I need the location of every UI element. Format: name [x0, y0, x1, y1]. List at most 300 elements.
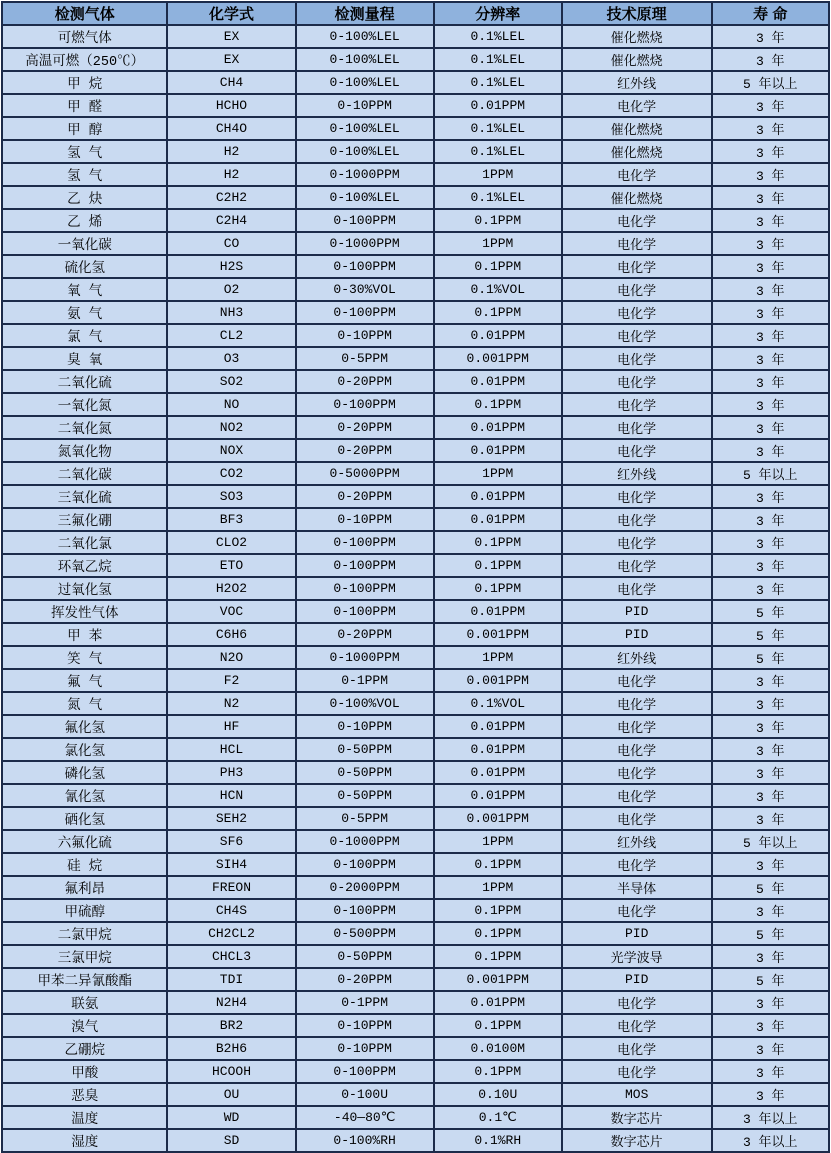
cell-technology: 红外线 — [562, 71, 712, 94]
cell-lifespan: 3 年以上 — [712, 1106, 829, 1129]
cell-technology: 电化学 — [562, 761, 712, 784]
cell-resolution: 0.1PPM — [434, 1014, 562, 1037]
cell-chemical-formula: H2O2 — [167, 577, 295, 600]
cell-gas-name: 臭 氧 — [2, 347, 167, 370]
cell-technology: 电化学 — [562, 232, 712, 255]
cell-technology: 电化学 — [562, 715, 712, 738]
cell-resolution: 0.01PPM — [434, 370, 562, 393]
cell-chemical-formula: HCN — [167, 784, 295, 807]
table-row — [2, 347, 829, 370]
cell-lifespan: 5 年 — [712, 876, 829, 899]
cell-resolution: 0.1%VOL — [434, 692, 562, 715]
table-row — [2, 922, 829, 945]
cell-resolution: 0.1%RH — [434, 1129, 562, 1152]
cell-lifespan: 3 年 — [712, 1014, 829, 1037]
cell-chemical-formula: HCHO — [167, 94, 295, 117]
cell-resolution: 0.1%LEL — [434, 25, 562, 48]
cell-lifespan: 3 年 — [712, 186, 829, 209]
cell-technology: 半导体 — [562, 876, 712, 899]
cell-detection-range: 0-100%VOL — [296, 692, 434, 715]
cell-gas-name: 可燃气体 — [2, 25, 167, 48]
cell-lifespan: 3 年 — [712, 508, 829, 531]
cell-technology: 电化学 — [562, 807, 712, 830]
table-row — [2, 1106, 829, 1129]
cell-resolution: 0.1PPM — [434, 577, 562, 600]
cell-detection-range: 0-10PPM — [296, 508, 434, 531]
cell-chemical-formula: SEH2 — [167, 807, 295, 830]
cell-chemical-formula: PH3 — [167, 761, 295, 784]
cell-resolution: 0.1PPM — [434, 1060, 562, 1083]
cell-technology: 电化学 — [562, 508, 712, 531]
cell-technology: PID — [562, 922, 712, 945]
cell-resolution: 0.1PPM — [434, 922, 562, 945]
cell-lifespan: 5 年 — [712, 646, 829, 669]
cell-resolution: 0.001PPM — [434, 669, 562, 692]
cell-resolution: 1PPM — [434, 232, 562, 255]
cell-technology: 电化学 — [562, 209, 712, 232]
cell-resolution: 0.1%LEL — [434, 117, 562, 140]
table-row — [2, 140, 829, 163]
cell-resolution: 0.1%VOL — [434, 278, 562, 301]
cell-detection-range: 0-100%LEL — [296, 117, 434, 140]
cell-gas-name: 甲苯二异氰酸酯 — [2, 968, 167, 991]
cell-detection-range: 0-50PPM — [296, 945, 434, 968]
cell-detection-range: 0-5PPM — [296, 807, 434, 830]
cell-detection-range: 0-100%LEL — [296, 48, 434, 71]
cell-gas-name: 湿度 — [2, 1129, 167, 1152]
cell-lifespan: 3 年 — [712, 163, 829, 186]
table-row — [2, 324, 829, 347]
cell-gas-name: 乙 烯 — [2, 209, 167, 232]
cell-lifespan: 3 年 — [712, 853, 829, 876]
cell-chemical-formula: BR2 — [167, 1014, 295, 1037]
table-row — [2, 715, 829, 738]
cell-detection-range: 0-10PPM — [296, 715, 434, 738]
cell-detection-range: 0-100PPM — [296, 209, 434, 232]
cell-lifespan: 3 年 — [712, 784, 829, 807]
table-row — [2, 439, 829, 462]
cell-chemical-formula: CL2 — [167, 324, 295, 347]
cell-detection-range: 0-1PPM — [296, 669, 434, 692]
cell-lifespan: 3 年 — [712, 301, 829, 324]
cell-detection-range: 0-100%LEL — [296, 71, 434, 94]
table-row — [2, 899, 829, 922]
cell-gas-name: 二氧化碳 — [2, 462, 167, 485]
table-row — [2, 807, 829, 830]
header-row — [2, 2, 829, 25]
cell-gas-name: 一氧化碳 — [2, 232, 167, 255]
header-technology: 技术原理 — [562, 2, 712, 25]
cell-chemical-formula: H2 — [167, 163, 295, 186]
table-row — [2, 623, 829, 646]
cell-detection-range: 0-20PPM — [296, 370, 434, 393]
table-row — [2, 485, 829, 508]
cell-technology: 电化学 — [562, 1014, 712, 1037]
cell-chemical-formula: ETO — [167, 554, 295, 577]
cell-technology: 催化燃烧 — [562, 140, 712, 163]
cell-chemical-formula: SO2 — [167, 370, 295, 393]
cell-gas-name: 三氧化硫 — [2, 485, 167, 508]
cell-technology: 电化学 — [562, 393, 712, 416]
cell-resolution: 0.01PPM — [434, 324, 562, 347]
cell-detection-range: 0-100PPM — [296, 899, 434, 922]
cell-gas-name: 氮氧化物 — [2, 439, 167, 462]
cell-gas-name: 氰化氢 — [2, 784, 167, 807]
cell-lifespan: 3 年 — [712, 324, 829, 347]
cell-detection-range: 0-100%LEL — [296, 140, 434, 163]
cell-chemical-formula: CLO2 — [167, 531, 295, 554]
table-row — [2, 876, 829, 899]
table-row — [2, 71, 829, 94]
cell-lifespan: 3 年 — [712, 1037, 829, 1060]
cell-detection-range: 0-100PPM — [296, 853, 434, 876]
cell-technology: 电化学 — [562, 554, 712, 577]
cell-gas-name: 甲 苯 — [2, 623, 167, 646]
cell-lifespan: 3 年 — [712, 577, 829, 600]
cell-chemical-formula: CH4 — [167, 71, 295, 94]
cell-chemical-formula: N2O — [167, 646, 295, 669]
cell-resolution: 0.01PPM — [434, 508, 562, 531]
table-row — [2, 209, 829, 232]
table-row — [2, 1083, 829, 1106]
table-row — [2, 1060, 829, 1083]
cell-technology: 电化学 — [562, 991, 712, 1014]
cell-lifespan: 3 年 — [712, 25, 829, 48]
cell-detection-range: 0-20PPM — [296, 485, 434, 508]
cell-lifespan: 3 年 — [712, 255, 829, 278]
table-row — [2, 301, 829, 324]
cell-detection-range: 0-20PPM — [296, 439, 434, 462]
cell-resolution: 0.01PPM — [434, 738, 562, 761]
cell-technology: 红外线 — [562, 646, 712, 669]
header-detection-range: 检测量程 — [296, 2, 434, 25]
cell-detection-range: 0-20PPM — [296, 623, 434, 646]
cell-detection-range: 0-1PPM — [296, 991, 434, 1014]
header-gas-name: 检测气体 — [2, 2, 167, 25]
cell-chemical-formula: NOX — [167, 439, 295, 462]
cell-lifespan: 3 年 — [712, 1083, 829, 1106]
cell-lifespan: 3 年 — [712, 692, 829, 715]
cell-gas-name: 硅 烷 — [2, 853, 167, 876]
cell-chemical-formula: CH4O — [167, 117, 295, 140]
cell-resolution: 0.1PPM — [434, 209, 562, 232]
cell-technology: 数字芯片 — [562, 1106, 712, 1129]
table-row — [2, 1129, 829, 1152]
cell-lifespan: 3 年 — [712, 209, 829, 232]
cell-resolution: 0.1%LEL — [434, 71, 562, 94]
cell-gas-name: 氧 气 — [2, 278, 167, 301]
cell-lifespan: 5 年以上 — [712, 71, 829, 94]
cell-lifespan: 3 年 — [712, 1060, 829, 1083]
cell-chemical-formula: SD — [167, 1129, 295, 1152]
cell-gas-name: 乙 炔 — [2, 186, 167, 209]
cell-resolution: 0.1PPM — [434, 301, 562, 324]
table-row — [2, 25, 829, 48]
cell-resolution: 0.01PPM — [434, 94, 562, 117]
cell-lifespan: 3 年 — [712, 738, 829, 761]
cell-detection-range: 0-1000PPM — [296, 830, 434, 853]
cell-lifespan: 3 年 — [712, 232, 829, 255]
cell-resolution: 0.001PPM — [434, 807, 562, 830]
cell-detection-range: 0-5000PPM — [296, 462, 434, 485]
cell-resolution: 0.0100M — [434, 1037, 562, 1060]
cell-chemical-formula: NO2 — [167, 416, 295, 439]
cell-technology: 电化学 — [562, 669, 712, 692]
cell-gas-name: 甲 烷 — [2, 71, 167, 94]
cell-technology: 电化学 — [562, 853, 712, 876]
cell-chemical-formula: CO — [167, 232, 295, 255]
cell-detection-range: 0-100PPM — [296, 600, 434, 623]
cell-gas-name: 溴气 — [2, 1014, 167, 1037]
cell-technology: 催化燃烧 — [562, 48, 712, 71]
cell-chemical-formula: H2S — [167, 255, 295, 278]
cell-gas-name: 氟化氢 — [2, 715, 167, 738]
table-row — [2, 669, 829, 692]
cell-technology: 电化学 — [562, 899, 712, 922]
cell-resolution: 0.1PPM — [434, 945, 562, 968]
cell-technology: 电化学 — [562, 416, 712, 439]
cell-gas-name: 一氧化氮 — [2, 393, 167, 416]
cell-gas-name: 氢 气 — [2, 140, 167, 163]
table-row — [2, 554, 829, 577]
cell-chemical-formula: FREON — [167, 876, 295, 899]
table-row — [2, 991, 829, 1014]
cell-gas-name: 温度 — [2, 1106, 167, 1129]
cell-chemical-formula: C6H6 — [167, 623, 295, 646]
table-row — [2, 462, 829, 485]
cell-detection-range: 0-10PPM — [296, 94, 434, 117]
cell-chemical-formula: N2 — [167, 692, 295, 715]
cell-gas-name: 甲 醇 — [2, 117, 167, 140]
cell-detection-range: 0-100PPM — [296, 1060, 434, 1083]
header-resolution: 分辨率 — [434, 2, 562, 25]
cell-chemical-formula: HF — [167, 715, 295, 738]
cell-resolution: 0.01PPM — [434, 416, 562, 439]
gas-sensor-spec-table — [1, 1, 830, 1153]
cell-resolution: 0.1PPM — [434, 899, 562, 922]
cell-technology: 电化学 — [562, 531, 712, 554]
cell-resolution: 1PPM — [434, 830, 562, 853]
cell-detection-range: 0-50PPM — [296, 784, 434, 807]
cell-chemical-formula: C2H4 — [167, 209, 295, 232]
cell-resolution: 1PPM — [434, 163, 562, 186]
cell-lifespan: 3 年 — [712, 278, 829, 301]
cell-detection-range: 0-100PPM — [296, 577, 434, 600]
cell-chemical-formula: CHCL3 — [167, 945, 295, 968]
cell-resolution: 0.1℃ — [434, 1106, 562, 1129]
cell-gas-name: 联氨 — [2, 991, 167, 1014]
cell-chemical-formula: BF3 — [167, 508, 295, 531]
table-row — [2, 692, 829, 715]
cell-lifespan: 3 年 — [712, 715, 829, 738]
table-row — [2, 1014, 829, 1037]
table-row — [2, 968, 829, 991]
cell-chemical-formula: H2 — [167, 140, 295, 163]
cell-chemical-formula: C2H2 — [167, 186, 295, 209]
cell-detection-range: 0-50PPM — [296, 761, 434, 784]
cell-gas-name: 三氟化硼 — [2, 508, 167, 531]
cell-chemical-formula: O2 — [167, 278, 295, 301]
cell-technology: 电化学 — [562, 784, 712, 807]
cell-lifespan: 3 年 — [712, 899, 829, 922]
cell-resolution: 0.01PPM — [434, 761, 562, 784]
table-row — [2, 784, 829, 807]
cell-technology: 电化学 — [562, 370, 712, 393]
table-row — [2, 577, 829, 600]
cell-technology: 红外线 — [562, 830, 712, 853]
cell-gas-name: 六氟化硫 — [2, 830, 167, 853]
cell-chemical-formula: F2 — [167, 669, 295, 692]
cell-gas-name: 环氧乙烷 — [2, 554, 167, 577]
cell-lifespan: 3 年 — [712, 94, 829, 117]
cell-technology: 电化学 — [562, 439, 712, 462]
cell-detection-range: 0-1000PPM — [296, 163, 434, 186]
cell-gas-name: 磷化氢 — [2, 761, 167, 784]
table-row — [2, 761, 829, 784]
cell-chemical-formula: CH4S — [167, 899, 295, 922]
cell-technology: 数字芯片 — [562, 1129, 712, 1152]
cell-resolution: 0.1PPM — [434, 853, 562, 876]
cell-resolution: 1PPM — [434, 646, 562, 669]
table-row — [2, 48, 829, 71]
cell-detection-range: 0-50PPM — [296, 738, 434, 761]
cell-resolution: 0.01PPM — [434, 485, 562, 508]
cell-gas-name: 氢 气 — [2, 163, 167, 186]
cell-resolution: 0.01PPM — [434, 600, 562, 623]
cell-chemical-formula: NO — [167, 393, 295, 416]
cell-detection-range: 0-100PPM — [296, 393, 434, 416]
cell-technology: 催化燃烧 — [562, 117, 712, 140]
cell-lifespan: 5 年以上 — [712, 830, 829, 853]
cell-chemical-formula: N2H4 — [167, 991, 295, 1014]
cell-resolution: 0.1%LEL — [434, 186, 562, 209]
cell-lifespan: 3 年 — [712, 807, 829, 830]
table-row — [2, 186, 829, 209]
cell-technology: PID — [562, 623, 712, 646]
cell-chemical-formula: WD — [167, 1106, 295, 1129]
table-row — [2, 370, 829, 393]
cell-gas-name: 氨 气 — [2, 301, 167, 324]
cell-technology: 电化学 — [562, 738, 712, 761]
cell-chemical-formula: SO3 — [167, 485, 295, 508]
cell-lifespan: 3 年 — [712, 48, 829, 71]
cell-technology: 电化学 — [562, 1060, 712, 1083]
cell-lifespan: 5 年 — [712, 922, 829, 945]
cell-lifespan: 3 年 — [712, 393, 829, 416]
cell-lifespan: 5 年 — [712, 600, 829, 623]
cell-detection-range: 0-100PPM — [296, 531, 434, 554]
cell-resolution: 1PPM — [434, 462, 562, 485]
cell-lifespan: 3 年 — [712, 531, 829, 554]
cell-detection-range: 0-20PPM — [296, 968, 434, 991]
cell-technology: PID — [562, 968, 712, 991]
cell-resolution: 0.1PPM — [434, 554, 562, 577]
cell-chemical-formula: NH3 — [167, 301, 295, 324]
cell-chemical-formula: B2H6 — [167, 1037, 295, 1060]
cell-gas-name: 二氧化氮 — [2, 416, 167, 439]
table-row — [2, 600, 829, 623]
cell-gas-name: 氯化氢 — [2, 738, 167, 761]
cell-gas-name: 甲酸 — [2, 1060, 167, 1083]
cell-gas-name: 三氯甲烷 — [2, 945, 167, 968]
cell-lifespan: 5 年以上 — [712, 462, 829, 485]
cell-technology: 电化学 — [562, 324, 712, 347]
cell-chemical-formula: EX — [167, 48, 295, 71]
table-row — [2, 531, 829, 554]
cell-detection-range: 0-1000PPM — [296, 232, 434, 255]
cell-gas-name: 氯 气 — [2, 324, 167, 347]
cell-gas-name: 二氧化硫 — [2, 370, 167, 393]
cell-detection-range: -40—80℃ — [296, 1106, 434, 1129]
cell-chemical-formula: HCOOH — [167, 1060, 295, 1083]
cell-detection-range: 0-100U — [296, 1083, 434, 1106]
cell-detection-range: 0-100%RH — [296, 1129, 434, 1152]
cell-gas-name: 氮 气 — [2, 692, 167, 715]
cell-detection-range: 0-30%VOL — [296, 278, 434, 301]
cell-chemical-formula: CO2 — [167, 462, 295, 485]
cell-chemical-formula: OU — [167, 1083, 295, 1106]
cell-technology: 电化学 — [562, 485, 712, 508]
cell-resolution: 0.01PPM — [434, 715, 562, 738]
cell-detection-range: 0-100%LEL — [296, 186, 434, 209]
cell-detection-range: 0-10PPM — [296, 1014, 434, 1037]
cell-gas-name: 甲 醛 — [2, 94, 167, 117]
cell-chemical-formula: VOC — [167, 600, 295, 623]
cell-resolution: 0.10U — [434, 1083, 562, 1106]
cell-gas-name: 过氧化氢 — [2, 577, 167, 600]
cell-resolution: 0.001PPM — [434, 968, 562, 991]
cell-resolution: 0.01PPM — [434, 439, 562, 462]
table-row — [2, 646, 829, 669]
table-row — [2, 853, 829, 876]
table-body — [2, 25, 829, 1152]
cell-lifespan: 3 年 — [712, 945, 829, 968]
cell-chemical-formula: HCL — [167, 738, 295, 761]
cell-technology: 电化学 — [562, 255, 712, 278]
cell-chemical-formula: O3 — [167, 347, 295, 370]
cell-technology: 红外线 — [562, 462, 712, 485]
cell-lifespan: 3 年 — [712, 416, 829, 439]
cell-technology: 电化学 — [562, 278, 712, 301]
cell-chemical-formula: CH2CL2 — [167, 922, 295, 945]
cell-detection-range: 0-20PPM — [296, 416, 434, 439]
cell-technology: 催化燃烧 — [562, 25, 712, 48]
cell-lifespan: 3 年 — [712, 347, 829, 370]
cell-lifespan: 5 年 — [712, 968, 829, 991]
cell-technology: 电化学 — [562, 692, 712, 715]
cell-gas-name: 硫化氢 — [2, 255, 167, 278]
cell-lifespan: 3 年 — [712, 370, 829, 393]
table-row — [2, 393, 829, 416]
cell-gas-name: 硒化氢 — [2, 807, 167, 830]
cell-resolution: 0.001PPM — [434, 623, 562, 646]
table-row — [2, 830, 829, 853]
cell-technology: 光学波导 — [562, 945, 712, 968]
cell-technology: PID — [562, 600, 712, 623]
cell-lifespan: 3 年 — [712, 485, 829, 508]
cell-lifespan: 5 年 — [712, 623, 829, 646]
cell-detection-range: 0-5PPM — [296, 347, 434, 370]
cell-technology: 电化学 — [562, 301, 712, 324]
cell-lifespan: 3 年以上 — [712, 1129, 829, 1152]
cell-resolution: 0.01PPM — [434, 784, 562, 807]
cell-gas-name: 笑 气 — [2, 646, 167, 669]
table-row — [2, 508, 829, 531]
cell-resolution: 0.1%LEL — [434, 48, 562, 71]
cell-detection-range: 0-100PPM — [296, 255, 434, 278]
cell-resolution: 0.1PPM — [434, 255, 562, 278]
header-chemical-formula: 化学式 — [167, 2, 295, 25]
